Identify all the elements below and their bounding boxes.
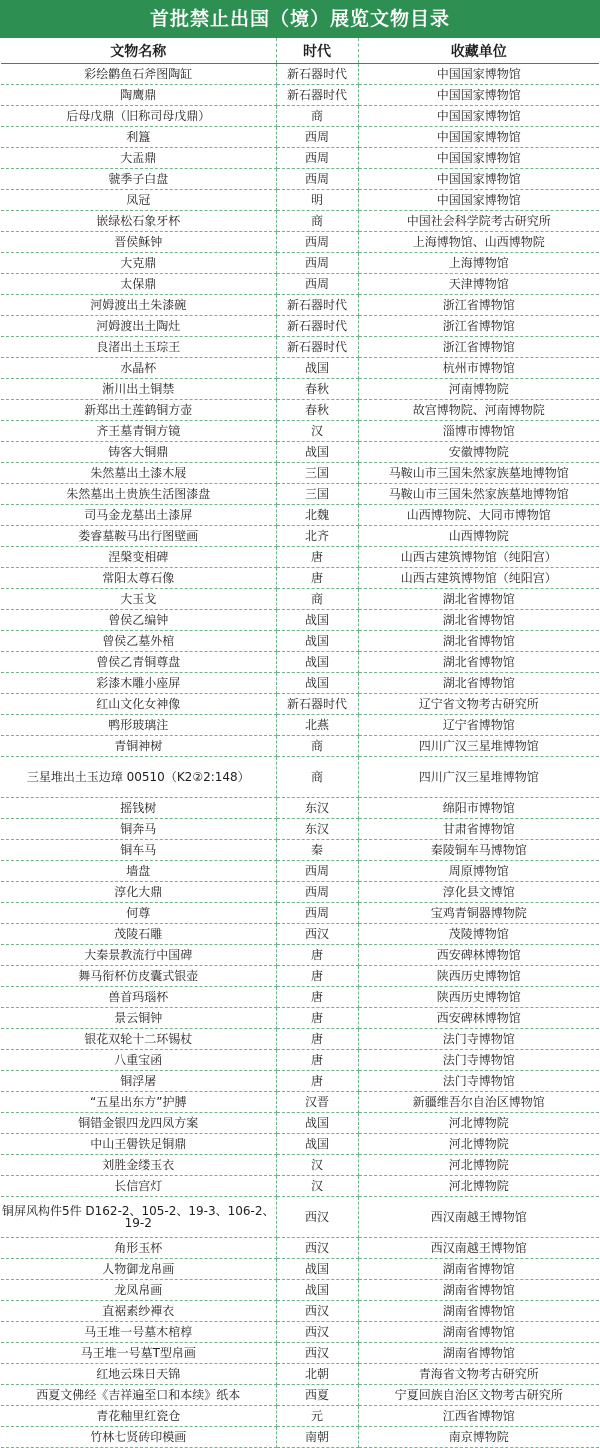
relic-name-cell: 大秦景教流行中国碑 bbox=[1, 945, 276, 966]
relic-name-cell: 陶鹰鼎 bbox=[1, 85, 276, 106]
relic-name-cell: 利簋 bbox=[1, 127, 276, 148]
era-cell: 商 bbox=[276, 211, 358, 232]
relic-name-cell: 青铜神树 bbox=[1, 736, 276, 757]
table-row bbox=[1, 85, 599, 106]
relic-name-cell: 铜浮屠 bbox=[1, 1071, 276, 1092]
table-body bbox=[1, 64, 599, 1448]
collection-cell: 甘肃省博物馆 bbox=[358, 819, 599, 840]
table-row bbox=[1, 1280, 599, 1301]
column-header-collection: 收藏单位 bbox=[358, 38, 599, 64]
collection-cell: 中国国家博物馆 bbox=[358, 148, 599, 169]
table-row bbox=[1, 694, 599, 715]
relic-name-cell: 虢季子白盘 bbox=[1, 169, 276, 190]
era-cell: 唐 bbox=[276, 966, 358, 987]
table-row bbox=[1, 400, 599, 421]
relic-name-cell: 人物御龙帛画 bbox=[1, 1259, 276, 1280]
era-cell: 唐 bbox=[276, 1029, 358, 1050]
era-cell: 唐 bbox=[276, 987, 358, 1008]
era-cell: 唐 bbox=[276, 1071, 358, 1092]
relic-name-cell: 铜错金银四龙四凤方案 bbox=[1, 1113, 276, 1134]
era-cell: 西周 bbox=[276, 148, 358, 169]
collection-cell: 故宫博物院、河南博物院 bbox=[358, 400, 599, 421]
relic-name-cell: 三星堆出土玉边璋 00510（K2②2:148） bbox=[1, 757, 276, 798]
relic-name-cell: 良渚出土玉琮王 bbox=[1, 337, 276, 358]
table-header-row bbox=[1, 38, 599, 64]
era-cell: 东汉 bbox=[276, 798, 358, 819]
relic-name-cell: 西夏文佛经《吉祥遍至口和本续》纸本 bbox=[1, 1385, 276, 1406]
collection-cell: 马鞍山市三国朱然家族墓地博物馆 bbox=[358, 463, 599, 484]
relic-name-cell: 竹林七贤砖印模画 bbox=[1, 1427, 276, 1448]
relic-name-cell: 新郑出土莲鹤铜方壶 bbox=[1, 400, 276, 421]
table-row bbox=[1, 547, 599, 568]
table-row bbox=[1, 1427, 599, 1448]
table-row bbox=[1, 190, 599, 211]
table-row bbox=[1, 379, 599, 400]
era-cell: 汉 bbox=[276, 421, 358, 442]
relic-name-cell: 景云铜钟 bbox=[1, 1008, 276, 1029]
table-row bbox=[1, 127, 599, 148]
era-cell: 三国 bbox=[276, 484, 358, 505]
relic-name-cell: 曾侯乙编钟 bbox=[1, 610, 276, 631]
collection-cell: 中国社会科学院考古研究所 bbox=[358, 211, 599, 232]
relic-name-cell: “五星出东方”护膊 bbox=[1, 1092, 276, 1113]
relic-name-cell: 嵌绿松石象牙杯 bbox=[1, 211, 276, 232]
table-row bbox=[1, 1322, 599, 1343]
relic-name-cell: 铜车马 bbox=[1, 840, 276, 861]
collection-cell: 浙江省博物馆 bbox=[358, 316, 599, 337]
era-cell: 战国 bbox=[276, 442, 358, 463]
collection-cell: 秦陵铜车马博物馆 bbox=[358, 840, 599, 861]
collection-cell: 法门寺博物馆 bbox=[358, 1029, 599, 1050]
relic-name-cell: 墙盘 bbox=[1, 861, 276, 882]
collection-cell: 宁夏回族自治区文物考古研究所 bbox=[358, 1385, 599, 1406]
table-row bbox=[1, 819, 599, 840]
table-row bbox=[1, 1155, 599, 1176]
collection-cell: 湖南省博物馆 bbox=[358, 1301, 599, 1322]
relic-name-cell: 娄睿墓鞍马出行图壁画 bbox=[1, 526, 276, 547]
relic-name-cell: 红山文化女神像 bbox=[1, 694, 276, 715]
era-cell: 唐 bbox=[276, 1050, 358, 1071]
era-cell: 西周 bbox=[276, 882, 358, 903]
relic-name-cell: 龙凤帛画 bbox=[1, 1280, 276, 1301]
relic-name-cell: 凤冠 bbox=[1, 190, 276, 211]
era-cell: 新石器时代 bbox=[276, 85, 358, 106]
collection-cell: 中国国家博物馆 bbox=[358, 169, 599, 190]
collection-cell: 湖南省博物馆 bbox=[358, 1280, 599, 1301]
era-cell: 新石器时代 bbox=[276, 316, 358, 337]
era-cell: 西周 bbox=[276, 253, 358, 274]
collection-cell: 法门寺博物馆 bbox=[358, 1071, 599, 1092]
relic-name-cell: 长信宫灯 bbox=[1, 1176, 276, 1197]
table-row bbox=[1, 840, 599, 861]
relic-name-cell: 茂陵石雕 bbox=[1, 924, 276, 945]
era-cell: 唐 bbox=[276, 1008, 358, 1029]
table-row bbox=[1, 1176, 599, 1197]
era-cell: 西周 bbox=[276, 274, 358, 295]
collection-cell: 西汉南越王博物馆 bbox=[358, 1197, 599, 1238]
relic-name-cell: 曾侯乙墓外棺 bbox=[1, 631, 276, 652]
era-cell: 西汉 bbox=[276, 1301, 358, 1322]
era-cell: 东汉 bbox=[276, 819, 358, 840]
table-row bbox=[1, 736, 599, 757]
table-row bbox=[1, 1385, 599, 1406]
table-row bbox=[1, 169, 599, 190]
collection-cell: 湖北省博物馆 bbox=[358, 652, 599, 673]
table-row bbox=[1, 861, 599, 882]
relic-name-cell: 大盂鼎 bbox=[1, 148, 276, 169]
era-cell: 北魏 bbox=[276, 505, 358, 526]
era-cell: 西周 bbox=[276, 861, 358, 882]
collection-cell: 绵阳市博物馆 bbox=[358, 798, 599, 819]
collection-cell: 山西博物院 bbox=[358, 526, 599, 547]
era-cell: 秦 bbox=[276, 840, 358, 861]
era-cell: 南朝 bbox=[276, 1427, 358, 1448]
era-cell: 战国 bbox=[276, 1113, 358, 1134]
collection-cell: 中国国家博物馆 bbox=[358, 85, 599, 106]
collection-cell: 湖南省博物馆 bbox=[358, 1259, 599, 1280]
relic-name-cell: 鸭形玻璃注 bbox=[1, 715, 276, 736]
relic-name-cell: 彩绘鹳鱼石斧图陶缸 bbox=[1, 64, 276, 85]
relic-name-cell: 何尊 bbox=[1, 903, 276, 924]
table-row bbox=[1, 589, 599, 610]
era-cell: 战国 bbox=[276, 652, 358, 673]
table-row bbox=[1, 211, 599, 232]
collection-cell: 新疆维吾尔自治区博物馆 bbox=[358, 1092, 599, 1113]
relic-name-cell: 淳化大鼎 bbox=[1, 882, 276, 903]
relic-name-cell: 铜屏风构件5件 D162-2、105-2、19-3、106-2、19-2 bbox=[1, 1197, 276, 1238]
collection-cell: 上海博物馆 bbox=[358, 253, 599, 274]
era-cell: 西周 bbox=[276, 232, 358, 253]
table-row bbox=[1, 274, 599, 295]
table-row bbox=[1, 358, 599, 379]
collection-cell: 淳化县文博馆 bbox=[358, 882, 599, 903]
collection-cell: 中国国家博物馆 bbox=[358, 106, 599, 127]
table-row bbox=[1, 1259, 599, 1280]
era-cell: 西汉 bbox=[276, 1322, 358, 1343]
collection-cell: 周原博物馆 bbox=[358, 861, 599, 882]
era-cell: 战国 bbox=[276, 610, 358, 631]
relic-name-cell: 河姆渡出土朱漆碗 bbox=[1, 295, 276, 316]
era-cell: 北燕 bbox=[276, 715, 358, 736]
relic-name-cell: 中山王嚳铁足铜鼎 bbox=[1, 1134, 276, 1155]
collection-cell: 马鞍山市三国朱然家族墓地博物馆 bbox=[358, 484, 599, 505]
era-cell: 战国 bbox=[276, 1280, 358, 1301]
relic-name-cell: 舞马衔杯仿皮囊式银壶 bbox=[1, 966, 276, 987]
table-row bbox=[1, 631, 599, 652]
era-cell: 西周 bbox=[276, 903, 358, 924]
era-cell: 西汉 bbox=[276, 1343, 358, 1364]
table-row bbox=[1, 945, 599, 966]
collection-cell: 西汉南越王博物馆 bbox=[358, 1238, 599, 1259]
page-title: 首批禁止出国（境）展览文物目录 bbox=[0, 0, 600, 38]
table-row bbox=[1, 463, 599, 484]
collection-cell: 浙江省博物馆 bbox=[358, 295, 599, 316]
collection-cell: 中国国家博物馆 bbox=[358, 127, 599, 148]
era-cell: 三国 bbox=[276, 463, 358, 484]
era-cell: 商 bbox=[276, 736, 358, 757]
era-cell: 西夏 bbox=[276, 1385, 358, 1406]
table-row bbox=[1, 568, 599, 589]
collection-cell: 法门寺博物馆 bbox=[358, 1050, 599, 1071]
relic-name-cell: 大玉戈 bbox=[1, 589, 276, 610]
relic-name-cell: 后母戊鼎（旧称司母戊鼎） bbox=[1, 106, 276, 127]
era-cell: 西汉 bbox=[276, 1238, 358, 1259]
collection-cell: 河北博物院 bbox=[358, 1155, 599, 1176]
relic-name-cell: 银花双轮十二环锡杖 bbox=[1, 1029, 276, 1050]
collection-cell: 安徽博物院 bbox=[358, 442, 599, 463]
relic-name-cell: 八重宝函 bbox=[1, 1050, 276, 1071]
collection-cell: 山西古建筑博物馆（纯阳宫） bbox=[358, 568, 599, 589]
era-cell: 西周 bbox=[276, 127, 358, 148]
collection-cell: 山西古建筑博物馆（纯阳宫） bbox=[358, 547, 599, 568]
collection-cell: 浙江省博物馆 bbox=[358, 337, 599, 358]
collection-cell: 上海博物馆、山西博物院 bbox=[358, 232, 599, 253]
relic-name-cell: 水晶杯 bbox=[1, 358, 276, 379]
era-cell: 元 bbox=[276, 1406, 358, 1427]
era-cell: 西汉 bbox=[276, 1197, 358, 1238]
collection-cell: 西安碑林博物馆 bbox=[358, 1008, 599, 1029]
table-row bbox=[1, 421, 599, 442]
relic-name-cell: 齐王墓青铜方镜 bbox=[1, 421, 276, 442]
era-cell: 汉晋 bbox=[276, 1092, 358, 1113]
relic-name-cell: 彩漆木雕小座屏 bbox=[1, 673, 276, 694]
table-row bbox=[1, 1134, 599, 1155]
table-row bbox=[1, 924, 599, 945]
table-row bbox=[1, 882, 599, 903]
table-row bbox=[1, 253, 599, 274]
era-cell: 战国 bbox=[276, 631, 358, 652]
table-row bbox=[1, 337, 599, 358]
era-cell: 战国 bbox=[276, 673, 358, 694]
era-cell: 新石器时代 bbox=[276, 64, 358, 85]
collection-cell: 河北博物院 bbox=[358, 1176, 599, 1197]
relic-name-cell: 马王堆一号墓T型帛画 bbox=[1, 1343, 276, 1364]
relic-name-cell: 晋侯稣钟 bbox=[1, 232, 276, 253]
collection-cell: 宝鸡青铜器博物院 bbox=[358, 903, 599, 924]
table-row bbox=[1, 610, 599, 631]
relic-name-cell: 朱然墓出土贵族生活图漆盘 bbox=[1, 484, 276, 505]
era-cell: 明 bbox=[276, 190, 358, 211]
era-cell: 汉 bbox=[276, 1155, 358, 1176]
collection-cell: 山西博物院、大同市博物馆 bbox=[358, 505, 599, 526]
collection-cell: 湖南省博物馆 bbox=[358, 1343, 599, 1364]
collection-cell: 四川广汉三星堆博物馆 bbox=[358, 736, 599, 757]
table-row bbox=[1, 1029, 599, 1050]
relic-name-cell: 常阳太尊石像 bbox=[1, 568, 276, 589]
table-row bbox=[1, 1050, 599, 1071]
relics-table bbox=[1, 38, 599, 1448]
collection-cell: 河北博物院 bbox=[358, 1134, 599, 1155]
relic-name-cell: 大克鼎 bbox=[1, 253, 276, 274]
collection-cell: 南京博物院 bbox=[358, 1427, 599, 1448]
era-cell: 西汉 bbox=[276, 924, 358, 945]
table-row bbox=[1, 1343, 599, 1364]
relic-name-cell: 河姆渡出土陶灶 bbox=[1, 316, 276, 337]
era-cell: 唐 bbox=[276, 945, 358, 966]
relic-name-cell: 涅槃变相碑 bbox=[1, 547, 276, 568]
collection-cell: 淄博市博物馆 bbox=[358, 421, 599, 442]
collection-cell: 湖北省博物馆 bbox=[358, 589, 599, 610]
collection-cell: 辽宁省博物馆 bbox=[358, 715, 599, 736]
table-row bbox=[1, 64, 599, 85]
collection-cell: 四川广汉三星堆博物馆 bbox=[358, 757, 599, 798]
relic-name-cell: 红地云珠日天锦 bbox=[1, 1364, 276, 1385]
table-row bbox=[1, 442, 599, 463]
table-row bbox=[1, 1071, 599, 1092]
era-cell: 商 bbox=[276, 757, 358, 798]
collection-cell: 中国国家博物馆 bbox=[358, 64, 599, 85]
relic-name-cell: 曾侯乙青铜尊盘 bbox=[1, 652, 276, 673]
collection-cell: 天津博物馆 bbox=[358, 274, 599, 295]
table-row bbox=[1, 1406, 599, 1427]
table-row bbox=[1, 652, 599, 673]
collection-cell: 湖北省博物馆 bbox=[358, 673, 599, 694]
era-cell: 新石器时代 bbox=[276, 694, 358, 715]
era-cell: 新石器时代 bbox=[276, 295, 358, 316]
relic-name-cell: 朱然墓出土漆木屐 bbox=[1, 463, 276, 484]
collection-cell: 陕西历史博物馆 bbox=[358, 987, 599, 1008]
table-row bbox=[1, 484, 599, 505]
relic-name-cell: 铜奔马 bbox=[1, 819, 276, 840]
era-cell: 春秋 bbox=[276, 379, 358, 400]
table-row bbox=[1, 715, 599, 736]
table-row bbox=[1, 903, 599, 924]
column-header-name: 文物名称 bbox=[1, 38, 276, 64]
collection-cell: 湖南省博物馆 bbox=[358, 1322, 599, 1343]
era-cell: 唐 bbox=[276, 547, 358, 568]
era-cell: 战国 bbox=[276, 1259, 358, 1280]
table-row bbox=[1, 1238, 599, 1259]
table-row bbox=[1, 316, 599, 337]
table-row bbox=[1, 1197, 599, 1238]
table-row bbox=[1, 1364, 599, 1385]
relic-name-cell: 角形玉杯 bbox=[1, 1238, 276, 1259]
table-row bbox=[1, 505, 599, 526]
era-cell: 北齐 bbox=[276, 526, 358, 547]
table-row bbox=[1, 148, 599, 169]
collection-cell: 湖北省博物馆 bbox=[358, 610, 599, 631]
collection-cell: 杭州市博物馆 bbox=[358, 358, 599, 379]
table-row bbox=[1, 1092, 599, 1113]
era-cell: 北朝 bbox=[276, 1364, 358, 1385]
table-row bbox=[1, 966, 599, 987]
relic-name-cell: 刘胜金缕玉衣 bbox=[1, 1155, 276, 1176]
table-row bbox=[1, 757, 599, 798]
relic-name-cell: 司马金龙墓出土漆屏 bbox=[1, 505, 276, 526]
table-row bbox=[1, 987, 599, 1008]
table-row bbox=[1, 526, 599, 547]
era-cell: 战国 bbox=[276, 358, 358, 379]
era-cell: 唐 bbox=[276, 568, 358, 589]
era-cell: 商 bbox=[276, 106, 358, 127]
collection-cell: 辽宁省文物考古研究所 bbox=[358, 694, 599, 715]
table-row bbox=[1, 798, 599, 819]
collection-cell: 西安碑林博物馆 bbox=[358, 945, 599, 966]
table-row bbox=[1, 1301, 599, 1322]
collection-cell: 江西省博物馆 bbox=[358, 1406, 599, 1427]
era-cell: 汉 bbox=[276, 1176, 358, 1197]
relic-name-cell: 淅川出土铜禁 bbox=[1, 379, 276, 400]
era-cell: 商 bbox=[276, 589, 358, 610]
relic-name-cell: 马王堆一号墓木棺椁 bbox=[1, 1322, 276, 1343]
era-cell: 西周 bbox=[276, 169, 358, 190]
collection-cell: 河南博物院 bbox=[358, 379, 599, 400]
table-row bbox=[1, 106, 599, 127]
table-row bbox=[1, 1113, 599, 1134]
era-cell: 春秋 bbox=[276, 400, 358, 421]
collection-cell: 中国国家博物馆 bbox=[358, 190, 599, 211]
collection-cell: 湖北省博物馆 bbox=[358, 631, 599, 652]
table-row bbox=[1, 295, 599, 316]
table-row bbox=[1, 673, 599, 694]
relic-name-cell: 铸客大铜鼎 bbox=[1, 442, 276, 463]
relic-name-cell: 直裾素纱襌衣 bbox=[1, 1301, 276, 1322]
column-header-era: 时代 bbox=[276, 38, 358, 64]
relic-name-cell: 摇钱树 bbox=[1, 798, 276, 819]
collection-cell: 陕西历史博物馆 bbox=[358, 966, 599, 987]
table-row bbox=[1, 1008, 599, 1029]
table-row bbox=[1, 232, 599, 253]
collection-cell: 河北博物院 bbox=[358, 1113, 599, 1134]
relic-name-cell: 青花釉里红瓷仓 bbox=[1, 1406, 276, 1427]
collection-cell: 茂陵博物馆 bbox=[358, 924, 599, 945]
era-cell: 新石器时代 bbox=[276, 337, 358, 358]
relic-name-cell: 兽首玛瑙杯 bbox=[1, 987, 276, 1008]
era-cell: 战国 bbox=[276, 1134, 358, 1155]
relic-name-cell: 太保鼎 bbox=[1, 274, 276, 295]
collection-cell: 青海省文物考古研究所 bbox=[358, 1364, 599, 1385]
